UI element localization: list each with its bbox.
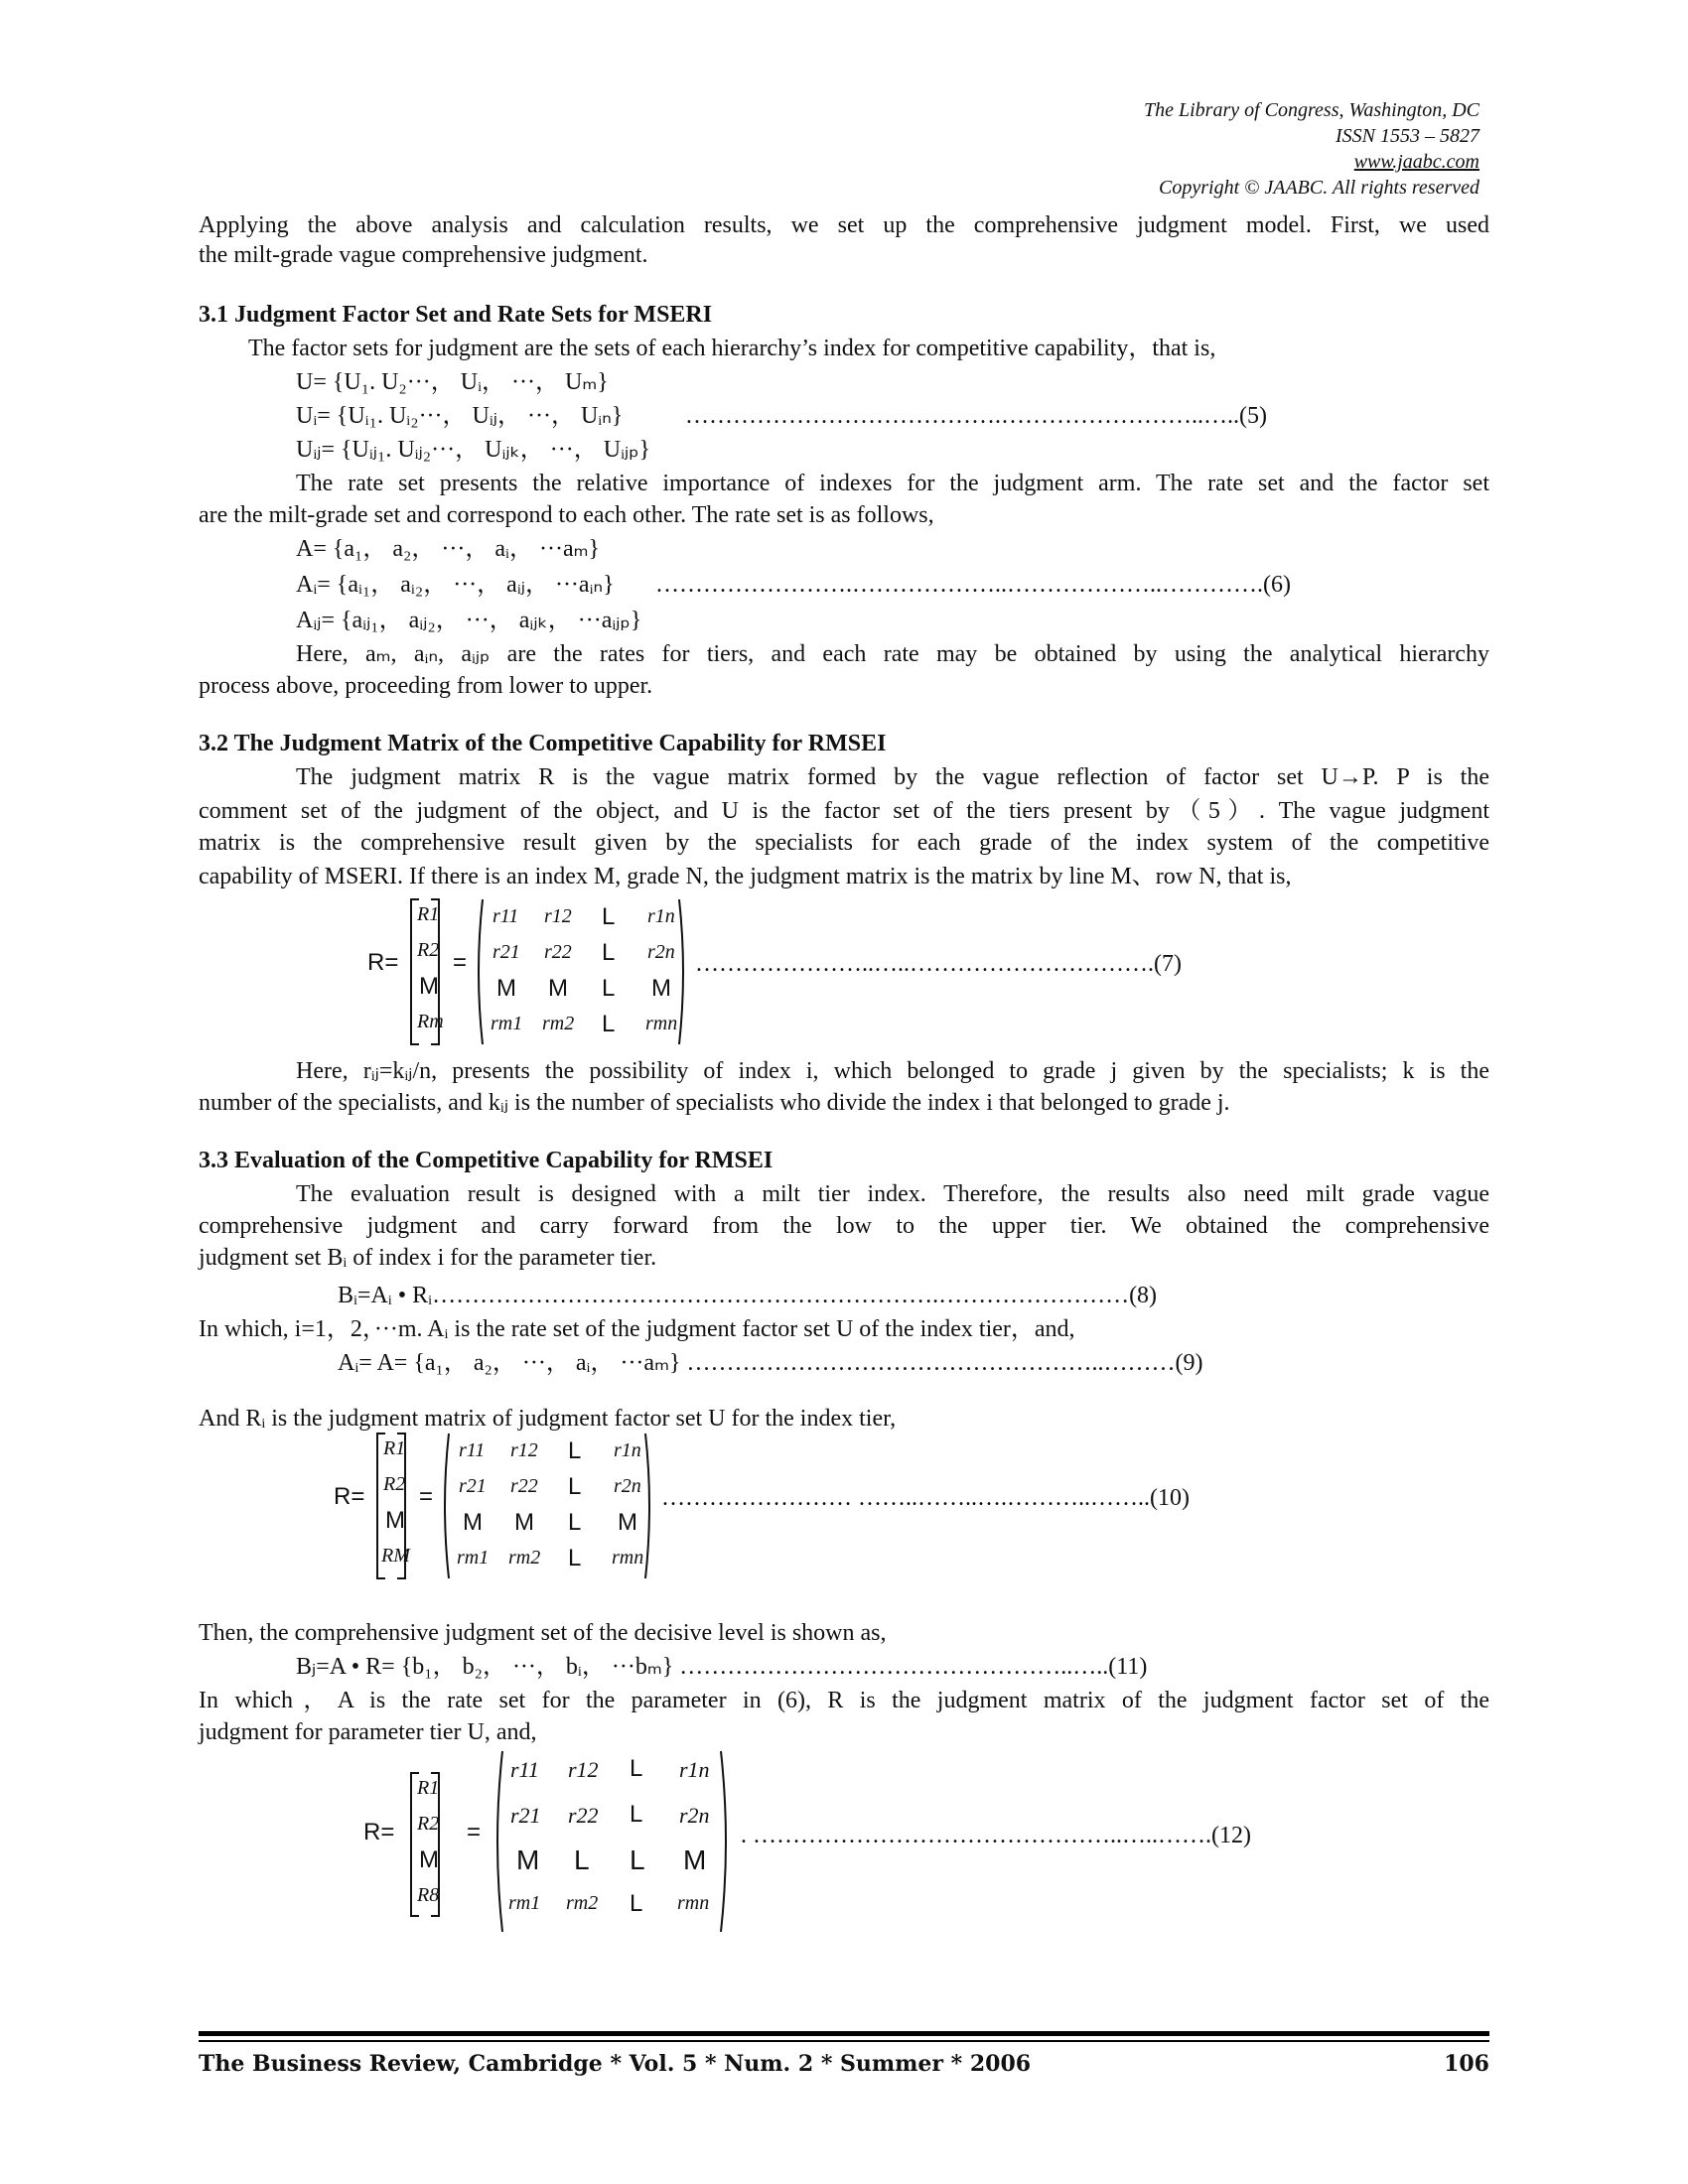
m10-dots-3: L [568,1545,582,1571]
m10-r1n: r1n [614,1439,641,1461]
header-copyright: Copyright © JAABC. All rights reserved [1159,177,1479,199]
s31-para-1: The factor sets for judgment are the sets of each hierarchy’s index for competitive capability，that is, [248,336,1216,361]
matrix-7-left-vdots: M [419,973,439,1000]
header-issn: ISSN 1553 – 5827 [1336,125,1479,147]
matrix-7-left-rm: Rm [417,1011,444,1032]
m7-vdots-3: M [651,975,671,1002]
s33-line-8: judgment for parameter tier U, and, [199,1719,537,1745]
matrix-10-left-vdots: M [385,1507,405,1534]
matrix-10-left-rM: RM [381,1545,410,1567]
eq-7-leader: …………………..…..………………………….(7) [695,951,1182,977]
s32-line-4: capability of MSERI. If there is an index M, grade N, the judgment matrix is the matrix by line M、row N, that is, [199,864,1292,889]
section-3-1-heading: 3.1 Judgment Factor Set and Rate Sets for MSERI [199,302,713,328]
m10-r11: r11 [459,1439,486,1461]
eq-5-leader: ………………………………….……………………..…..(5) [685,403,1267,429]
s31-para-2a: The rate set presents the relative importance of indexes for the judgment arm. The rate set and the factor set [296,471,1489,496]
matrix-12-left-r1: R1 [417,1777,440,1799]
eq-10-leader: …………………… ……..……..….………..……..(10) [661,1485,1190,1511]
m10-ddots: L [568,1509,582,1536]
s33-line-5: And Rᵢ is the judgment matrix of judgment factor set U for the index tier, [199,1406,897,1432]
s32-line-6: number of the specialists, and kᵢⱼ is the number of specialists who divide the index i that belonged to grade j. [199,1090,1230,1116]
m7-vdots-2: M [548,975,568,1002]
m7-r21: r21 [492,941,520,963]
section-3-3-heading: 3.3 Evaluation of the Competitive Capability for RMSEI [199,1148,774,1173]
eq-Aij: Aᵢⱼ= {aᵢⱼ₁， aᵢⱼ₂， ···， aᵢⱼₖ， ···aᵢⱼₚ} [296,608,642,633]
matrix-7-left-r2: R2 [417,939,440,961]
eq-12-leader: . ………………………………………..…..…….(12) [741,1823,1251,1848]
matrix-eq-10 [334,1430,671,1588]
s33-line-3: judgment set Bᵢ of index i for the parameter tier. [199,1245,657,1271]
m12-dots-2: L [630,1801,643,1828]
header-website-link[interactable]: www.jaabc.com [1353,151,1479,173]
eq-8: Bᵢ=Aᵢ • Rᵢ……………………………………………………….……………………(8) [338,1283,1158,1308]
eq-Uij: Uᵢⱼ= {Uᵢⱼ₁. Uᵢⱼ₂···， Uᵢⱼₖ， ···， Uᵢⱼₚ} [296,437,651,463]
s32-line-3: matrix is the comprehensive result given by the specialists for each grade of the index system of the competitive [199,830,1489,856]
matrix-12-lhs: R= [363,1819,395,1845]
m10-dots-2: L [568,1473,582,1500]
s33-line-7: In which，A is the rate set for the parameter in (6), R is the judgment matrix of the judgment factor set of the [199,1688,1489,1713]
s31-para-3a: Here, aₘ, aᵢₙ, aᵢⱼₚ are the rates for tiers, and each rate may be obtained by using the analytical hierarchy [296,641,1489,667]
m10-dots-1: L [568,1437,582,1464]
section-3-2-heading: 3.2 The Judgment Matrix of the Competitive Capability for RMSEI [199,731,887,756]
m12-r2n: r2n [679,1803,710,1828]
m7-ddots: L [602,975,616,1002]
intro-line-1: Applying the above analysis and calculation results, we set up the comprehensive judgment model. First, we used [199,212,1489,238]
eq-Ai: Aᵢ= {aᵢ₁， aᵢ₂， ···， aᵢⱼ， ···aᵢₙ} [296,572,615,598]
eq-Ui: Uᵢ= {Uᵢ₁. Uᵢ₂···， Uᵢⱼ， ···， Uᵢₙ} [296,403,624,429]
m7-rm2: rm2 [542,1013,575,1034]
matrix-7-equals: = [453,949,468,976]
matrix-eq-12 [363,1747,741,1936]
s33-line-2: comprehensive judgment and carry forward from the low to the upper tier. We obtained the comprehensive [199,1213,1489,1239]
m10-vdots-2: M [514,1509,534,1536]
m10-vdots-3: M [618,1509,637,1536]
s31-para-3b: process above, proceeding from lower to upper. [199,673,653,699]
eq-9: Aᵢ= A= {a₁， a₂， ···， aᵢ， ···aₘ} ……………………………………………..………(9) [338,1350,1203,1376]
footer-rule-thin [199,2040,1489,2042]
s32-line-5: Here, rᵢⱼ=kᵢⱼ/n, presents the possibility of index i, which belonged to grade j given by the specialists; k is the [296,1058,1489,1084]
matrix-7-lhs: R= [367,949,399,976]
m12-dots-1: L [630,1755,643,1782]
s32-line-2: comment set of the judgment of the object, and U is the factor set of the tiers present by（5）. The vague judgment [199,798,1489,824]
m12-dots-3: L [630,1890,643,1917]
s32-line-1: The judgment matrix R is the vague matrix formed by the vague reflection of factor set U→P. P is the [296,764,1489,790]
m7-r2n: r2n [647,941,675,963]
matrix-10-left-r2: R2 [383,1473,406,1495]
m12-r1n: r1n [679,1757,710,1782]
matrix-10-equals: = [419,1483,434,1510]
intro-line-2: the milt-grade vague comprehensive judgment. [199,242,648,268]
s31-para-2b: are the milt-grade set and correspond to each other. The rate set is as follows, [199,502,934,528]
m7-rmn: rmn [645,1013,678,1034]
m10-vdots-1: M [463,1509,483,1536]
m12-vdots-1: M [516,1844,540,1875]
s33-line-4: In which, i=1，2，···m. Aᵢ is the rate set of the judgment factor set U of the index tier，and, [199,1316,1075,1342]
m12-rmn: rmn [677,1892,710,1914]
m10-r21: r21 [459,1475,487,1497]
m7-dots-3: L [602,1011,616,1037]
header-library: The Library of Congress, Washington, DC [1143,99,1479,121]
m10-r2n: r2n [614,1475,641,1497]
matrix-eq-7 [367,893,705,1052]
m12-rm1: rm1 [508,1892,541,1914]
m10-r22: r22 [510,1475,538,1497]
matrix-12-left-vdots: M [419,1846,439,1873]
m12-vdots-2: M [683,1844,707,1875]
m12-rm2: rm2 [566,1892,599,1914]
eq-U: U= {U₁. U₂···， Uᵢ， ···， Uₘ} [296,369,609,395]
m10-rmn: rmn [612,1547,644,1569]
footer-rule-thick [199,2031,1489,2036]
matrix-7-left-r1: R1 [417,903,440,925]
eq-11: Bⱼ=A • R= {b₁， b₂， ···， bᵢ， ···bₘ} …………………………………………..…..(11) [296,1654,1148,1680]
matrix-12-left-r2: R2 [417,1813,440,1835]
m7-r22: r22 [544,941,572,963]
m10-rm1: rm1 [457,1547,490,1569]
m10-rm2: rm2 [508,1547,541,1569]
m7-r12: r12 [544,905,572,927]
footer-journal: The Business Review, Cambridge * Vol. 5 * Num. 2 * Summer * 2006 [199,2051,1032,2077]
s33-line-1: The evaluation result is designed with a milt tier index. Therefore, the results also need milt grade vague [296,1181,1489,1207]
m7-dots-1: L [602,903,616,930]
m12-ddots-2: L [630,1844,645,1875]
m7-rm1: rm1 [491,1013,523,1034]
matrix-12-equals: = [467,1819,482,1845]
m7-r11: r11 [492,905,519,927]
m12-r21: r21 [510,1803,541,1828]
eq-6-leader: …………………….………………..………………..………….(6) [655,572,1291,598]
page-footer [199,2051,1489,2077]
matrix-12-left-r8: R8 [417,1884,440,1906]
matrix-10-lhs: R= [334,1483,365,1510]
m7-dots-2: L [602,939,616,966]
matrix-10-left-r1: R1 [383,1437,406,1459]
page-number: 106 [1444,2051,1489,2077]
m12-r11: r11 [510,1757,539,1782]
m12-r12: r12 [568,1757,599,1782]
m12-ddots-1: L [574,1844,590,1875]
m7-vdots-1: M [496,975,516,1002]
s33-line-6: Then, the comprehensive judgment set of the decisive level is shown as, [199,1620,887,1646]
m7-r1n: r1n [647,905,675,927]
m12-r22: r22 [568,1803,599,1828]
m10-r12: r12 [510,1439,538,1461]
eq-A: A= {a₁， a₂， ···， aᵢ， ···aₘ} [296,536,601,562]
journal-header [1144,97,1479,201]
